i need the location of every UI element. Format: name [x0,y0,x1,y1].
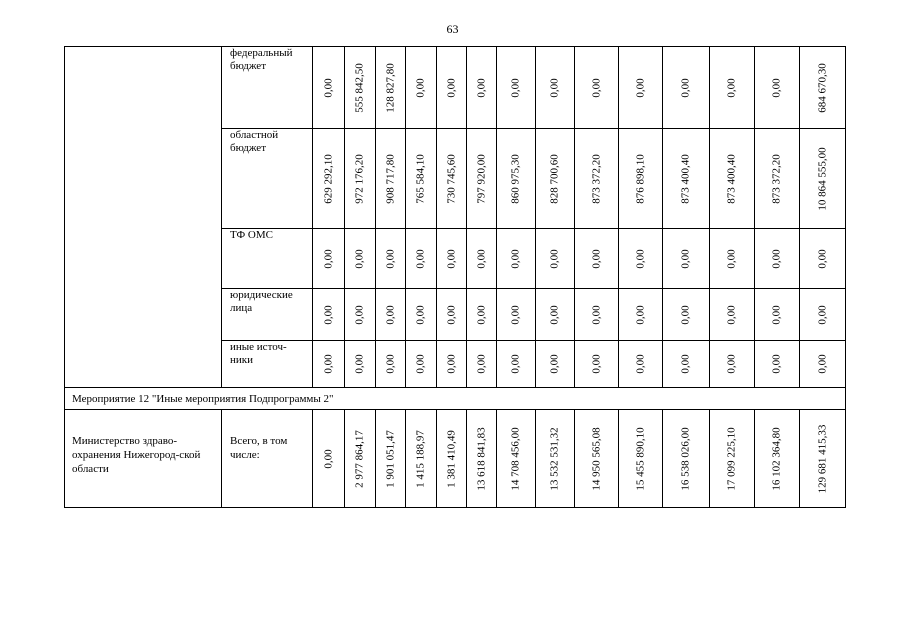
value-text: 873 372,20 [770,153,783,204]
row-category [222,229,313,289]
value-cell [536,289,575,341]
value-cell [755,410,800,508]
row-category [222,129,313,229]
value-text: 828 700,60 [548,153,561,204]
value-text: 0,00 [445,248,457,269]
value-text: 0,00 [634,304,646,325]
value-cell [619,229,663,289]
value-text: 0,00 [445,354,457,374]
row-category-label: федеральный бюджет [230,47,293,72]
value-cell [800,341,846,388]
value-text: 0,00 [770,77,783,98]
value-text: 0,00 [353,304,366,325]
value-text: 0,00 [414,304,427,325]
event-title: Мероприятие 12 "Иные мероприятия Подпрограммы 2" [65,388,846,410]
value-text: 0,00 [445,304,457,325]
value-text: 876 898,10 [634,153,646,204]
value-text: 873 372,20 [590,153,602,204]
value-cell [575,129,619,229]
value-cell [497,47,536,129]
value-cell [313,410,345,508]
value-cell [497,129,536,229]
value-cell [663,129,710,229]
value-cell [536,129,575,229]
value-cell [437,410,467,508]
value-text: 0,00 [548,248,561,269]
value-cell [800,47,846,129]
value-text: 0,00 [384,354,396,374]
budget-table [64,46,846,508]
value-text: 797 920,00 [475,153,487,204]
row-category-label: иные источ-ники [230,341,287,366]
value-cell [313,341,345,388]
value-cell [497,410,536,508]
value-text: 0,00 [322,354,334,374]
value-text: 2 977 864,17 [353,429,366,488]
value-text: 0,00 [322,304,334,325]
value-text: 0,00 [322,248,334,269]
value-text: 555 842,50 [353,62,366,113]
value-text: 0,00 [679,248,692,269]
value-cell [467,289,497,341]
value-text: 0,00 [509,304,522,325]
value-text: 0,00 [475,354,487,374]
value-text: 0,00 [725,77,738,98]
value-cell [467,229,497,289]
value-text: 0,00 [414,77,427,98]
value-text: 0,00 [509,77,522,98]
value-cell [437,129,467,229]
value-text: 0,00 [770,304,783,325]
value-text: 0,00 [590,248,602,269]
value-text: 873 400,40 [679,153,692,204]
value-text: 0,00 [353,354,366,374]
value-cell [575,341,619,388]
value-cell [710,410,755,508]
value-cell [536,410,575,508]
value-cell [345,129,376,229]
value-cell [467,129,497,229]
value-cell [575,289,619,341]
value-text: 10 864 555,00 [816,146,828,211]
ministry-row [65,410,846,508]
value-cell [710,229,755,289]
value-text: 0,00 [590,354,602,374]
row-category-label: ТФ ОМС [230,229,273,241]
value-cell [345,289,376,341]
value-cell [800,129,846,229]
value-cell [710,289,755,341]
value-text: 0,00 [322,77,334,98]
value-text: 0,00 [445,77,457,98]
row-category [222,341,313,388]
value-cell [575,47,619,129]
value-cell [376,47,406,129]
value-text: 0,00 [816,304,828,325]
value-cell [406,129,437,229]
value-text: 0,00 [634,354,646,374]
event-row [65,388,846,410]
value-cell [437,47,467,129]
value-cell [313,289,345,341]
value-cell [406,410,437,508]
value-cell [755,341,800,388]
value-cell [437,341,467,388]
value-text: 0,00 [634,248,646,269]
value-cell [376,410,406,508]
value-cell [467,410,497,508]
value-cell [536,229,575,289]
value-text: 0,00 [634,77,646,98]
value-cell [345,410,376,508]
value-text: 972 176,20 [353,153,366,204]
total-label: Всего, в том числе: [222,410,313,508]
value-text: 873 400,40 [725,153,738,204]
value-cell [663,229,710,289]
value-text: 15 455 890,10 [634,426,646,491]
value-text: 0,00 [475,304,487,325]
value-text: 0,00 [679,77,692,98]
value-cell [437,289,467,341]
row-category-label: юридические лица [230,289,293,314]
value-text: 908 717,80 [384,153,396,204]
value-text: 0,00 [548,304,561,325]
value-text: 0,00 [679,354,692,374]
left-empty-cell [65,47,222,388]
value-cell [345,341,376,388]
value-cell [755,47,800,129]
value-text: 860 975,30 [509,153,522,204]
value-text: 1 901 051,47 [384,429,396,488]
value-cell [376,129,406,229]
value-cell [800,410,846,508]
value-cell [663,410,710,508]
value-text: 17 099 225,10 [725,426,738,491]
value-text: 129 681 415,33 [816,424,828,493]
value-cell [710,47,755,129]
value-text: 0,00 [725,304,738,325]
value-cell [755,129,800,229]
value-text: 684 670,30 [816,62,828,113]
value-cell [497,341,536,388]
value-text: 13 618 841,83 [475,426,487,491]
value-text: 0,00 [384,304,396,325]
value-cell [575,410,619,508]
page-number: 63 [446,22,459,36]
value-text: 16 538 026,00 [679,426,692,491]
value-cell [663,341,710,388]
value-text: 0,00 [414,248,427,269]
value-cell [376,341,406,388]
value-cell [406,289,437,341]
value-cell [313,47,345,129]
value-text: 0,00 [475,77,487,98]
value-cell [755,229,800,289]
value-text: 0,00 [414,354,427,374]
value-cell [313,129,345,229]
value-text: 0,00 [548,77,561,98]
value-cell [345,229,376,289]
value-cell [710,341,755,388]
value-cell [406,229,437,289]
row-category-label: областной бюджет [230,129,279,154]
value-cell [800,229,846,289]
value-cell [376,289,406,341]
value-text: 0,00 [322,448,334,469]
value-text: 14 950 565,08 [590,426,602,491]
value-text: 0,00 [384,248,396,269]
value-cell [755,289,800,341]
value-text: 0,00 [679,304,692,325]
value-cell [497,229,536,289]
value-cell [536,47,575,129]
value-text: 0,00 [770,248,783,269]
value-text: 0,00 [816,354,828,374]
value-text: 0,00 [816,248,828,269]
value-cell [619,129,663,229]
value-cell [467,341,497,388]
value-cell [313,229,345,289]
value-text: 1 381 410,49 [445,429,457,488]
value-text: 0,00 [725,354,738,374]
ministry-name: Министерство здраво-охранения Нижегород-ской области [65,410,222,508]
value-cell [406,341,437,388]
value-text: 730 745,60 [445,153,457,204]
value-cell [710,129,755,229]
value-text: 765 584,10 [414,153,427,204]
value-text: 13 532 531,32 [548,426,561,491]
value-text: 0,00 [590,304,602,325]
value-text: 0,00 [590,77,602,98]
value-cell [467,47,497,129]
value-cell [619,289,663,341]
value-text: 14 708 456,00 [509,426,522,491]
value-text: 0,00 [353,248,366,269]
value-cell [345,47,376,129]
value-cell [800,289,846,341]
value-cell [619,410,663,508]
value-cell [406,47,437,129]
value-text: 0,00 [475,248,487,269]
value-cell [663,47,710,129]
value-cell [376,229,406,289]
value-cell [663,289,710,341]
value-cell [619,47,663,129]
value-text: 16 102 364,80 [770,426,783,491]
value-text: 0,00 [725,248,738,269]
value-cell [437,229,467,289]
table-row [65,47,846,129]
row-category [222,47,313,129]
value-cell [497,289,536,341]
value-text: 128 827,80 [384,62,396,113]
value-text: 0,00 [548,354,561,374]
value-text: 0,00 [509,354,522,374]
value-text: 0,00 [770,354,783,374]
value-cell [619,341,663,388]
value-cell [575,229,619,289]
value-cell [536,341,575,388]
value-text: 0,00 [509,248,522,269]
row-category [222,289,313,341]
value-text: 629 292,10 [322,153,334,204]
value-text: 1 415 188,97 [414,429,427,488]
